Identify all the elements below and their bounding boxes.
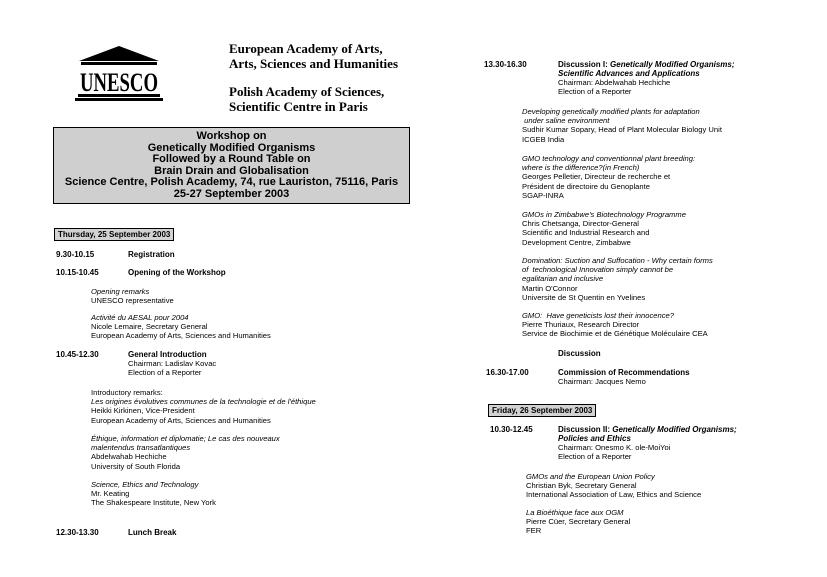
workshop-line: Workshop on (196, 130, 267, 142)
talk-affiliation: SGAP-INRA (522, 190, 564, 200)
talk-block (522, 210, 686, 247)
talk-speaker: Christian Byk, Secretary General (526, 481, 637, 491)
session-title-part: Discussion I: (558, 60, 611, 69)
day-header-friday: Friday, 26 September 2003 (488, 404, 596, 417)
org-line: Polish Academy of Sciences, (229, 84, 385, 99)
talk-affiliation: International Association of Law, Ethics and Science (526, 490, 702, 500)
talk-title: Éthique, information et diplomatie; Le cas des nouveaux (91, 434, 280, 443)
talk-title: egalitarian and inclusive (522, 274, 604, 284)
talk-label: Introductory remarks: (91, 388, 163, 397)
talk-title: Developing genetically modified plants for adaptation (522, 107, 700, 116)
talk-title: GMOs and the European Union Policy (526, 472, 655, 481)
talk-affiliation: University of South Florida (91, 461, 181, 471)
workshop-title-box (53, 127, 410, 204)
session-time: 10.45-12.30 (56, 350, 99, 359)
session-title: Registration (128, 250, 175, 259)
workshop-line: Followed by a Round Table on (152, 153, 311, 166)
talk-title: under saline environment (522, 116, 610, 126)
talk-speaker: Abdelwahab Hechiche (91, 452, 167, 462)
session-time: 10.30-12.45 (490, 425, 533, 434)
workshop-line: Genetically Modified Organisms (147, 141, 316, 154)
talk-title: malentendus transatlantiques (91, 443, 191, 453)
talk-affiliation: Scientific and Industrial Research and (522, 228, 650, 238)
session-details (558, 443, 670, 461)
talk-title: Les origines évolutives communes de la technologie et de l'éthique (91, 397, 316, 407)
session-title (558, 425, 737, 434)
session-title: Policies and Ethics (558, 434, 631, 443)
discussion-label: Discussion (558, 349, 601, 358)
talk-title: of technological Innovation simply cannot be (522, 265, 674, 275)
talk-block (91, 434, 280, 471)
chairman: Chairman: Onesmo K. ole-MoiYoi (558, 443, 671, 452)
unesco-logo (74, 44, 164, 102)
talk-title: GMOs in Zimbabwe's Biotechnology Programme (522, 210, 686, 219)
talk-affiliation: The Shakespeare Institute, New York (91, 498, 216, 508)
org-line: Arts, Sciences and Humanities (229, 55, 398, 71)
talk-affiliation: Development Centre, Zimbabwe (522, 237, 631, 247)
session-title: Scientific Advances and Applications (558, 69, 700, 78)
chairman: Chairman: Ladislav Kovac (128, 359, 217, 368)
talk-title: GMO technology and conventionnal plant breeding: (522, 154, 696, 163)
talk-affiliation: Président de directoire du Genoplante (522, 181, 650, 191)
talk-title: where is the difference?(in French) (522, 163, 640, 173)
talk-affiliation: ICGEB India (522, 134, 565, 144)
session-time: 13.30-16.30 (484, 60, 527, 69)
talk-title: La Bioéthique face aux OGM (526, 508, 624, 517)
logo-text: UNESCO (80, 68, 158, 97)
reporter-note: Election of a Reporter (558, 87, 632, 97)
session-title: General Introduction (128, 350, 207, 359)
talk-block (522, 107, 722, 144)
workshop-line: 25-27 September 2003 (173, 187, 290, 200)
talk-speaker: Pierre Cüer, Secretary General (526, 517, 631, 527)
talk-affiliation: FER (526, 526, 542, 536)
talk-title: Domination: Suction and Suffocation - Why certain forms (522, 256, 713, 265)
workshop-line: Brain Drain and Globalisation (154, 164, 309, 177)
session-title: Lunch Break (128, 528, 177, 537)
talk-speaker: Georges Pelletier, Directeur de recherche et (522, 172, 671, 182)
talk-affiliation: Universite de St Quentin en Yvelines (522, 292, 646, 302)
workshop-line: Science Centre, Polish Academy, 74, rue Lauriston, 75116, Paris (64, 176, 399, 189)
talk-block (91, 287, 174, 305)
talk-speaker: Sudhir Kumar Sopary, Head of Plant Molecular Biology Unit (522, 125, 722, 135)
day-header-thursday: Thursday, 25 September 2003 (54, 228, 174, 241)
reporter-note: Election of a Reporter (558, 452, 632, 462)
session-details (558, 78, 670, 96)
session-title (558, 60, 735, 69)
session-time: 9.30-10.15 (56, 250, 95, 259)
talk-speaker: Martin O'Connor (522, 283, 578, 293)
talk-block (91, 313, 271, 341)
talk-block (522, 154, 695, 200)
talk-affiliation: European Academy of Arts, Sciences and Humanities (91, 331, 271, 341)
org-line: European Academy of Arts, (229, 41, 383, 56)
session-title-part: Discussion II: (558, 425, 613, 434)
talk-speaker: Nicole Lemaire, Secretary General (91, 322, 208, 332)
talk-block (91, 388, 316, 425)
talk-title: Science, Ethics and Technology (91, 480, 199, 489)
session-title: Commission of Recommendations (558, 368, 690, 377)
talk-block (522, 311, 708, 339)
session-time: 10.15-10.45 (56, 268, 99, 277)
talk-title: Activité du AESAL pour 2004 (91, 313, 189, 322)
session-title-part: Genetically Modified Organisms; (610, 60, 735, 69)
talk-affiliation: European Academy of Arts, Sciences and Humanities (91, 415, 271, 425)
talk-speaker: Mr. Keating (91, 489, 130, 499)
organizers-block (229, 42, 398, 114)
talk-speaker: Chris Chetsanga, Director-General (522, 219, 639, 229)
talk-block (526, 508, 630, 536)
talk-block (526, 472, 701, 500)
session-time: 12.30-13.30 (56, 528, 99, 537)
talk-title: GMO: Have geneticists lost their innocence? (522, 311, 674, 320)
talk-block (91, 480, 216, 508)
session-details (128, 359, 216, 377)
org-line: Scientific Centre in Paris (229, 98, 368, 114)
talk-affiliation: Service de Biochimie et de Génétique Moléculaire CEA (522, 329, 708, 339)
session-title-part: Genetically Modified Organisms; (612, 425, 737, 434)
talk-speaker: Heikki Kirkinen, Vice-President (91, 406, 195, 416)
session-title: Opening of the Workshop (128, 268, 226, 277)
chairman: Chairman: Abdelwahab Hechiche (558, 78, 671, 87)
chairman: Chairman: Jacques Nemo (558, 377, 646, 386)
talk-speaker: UNESCO representative (91, 296, 174, 306)
session-time: 16.30-17.00 (486, 368, 529, 377)
reporter-note: Election of a Reporter (128, 368, 202, 378)
talk-title: Opening remarks (91, 287, 150, 296)
talk-speaker: Pierre Thuriaux, Research Director (522, 320, 640, 330)
talk-block (522, 256, 713, 302)
